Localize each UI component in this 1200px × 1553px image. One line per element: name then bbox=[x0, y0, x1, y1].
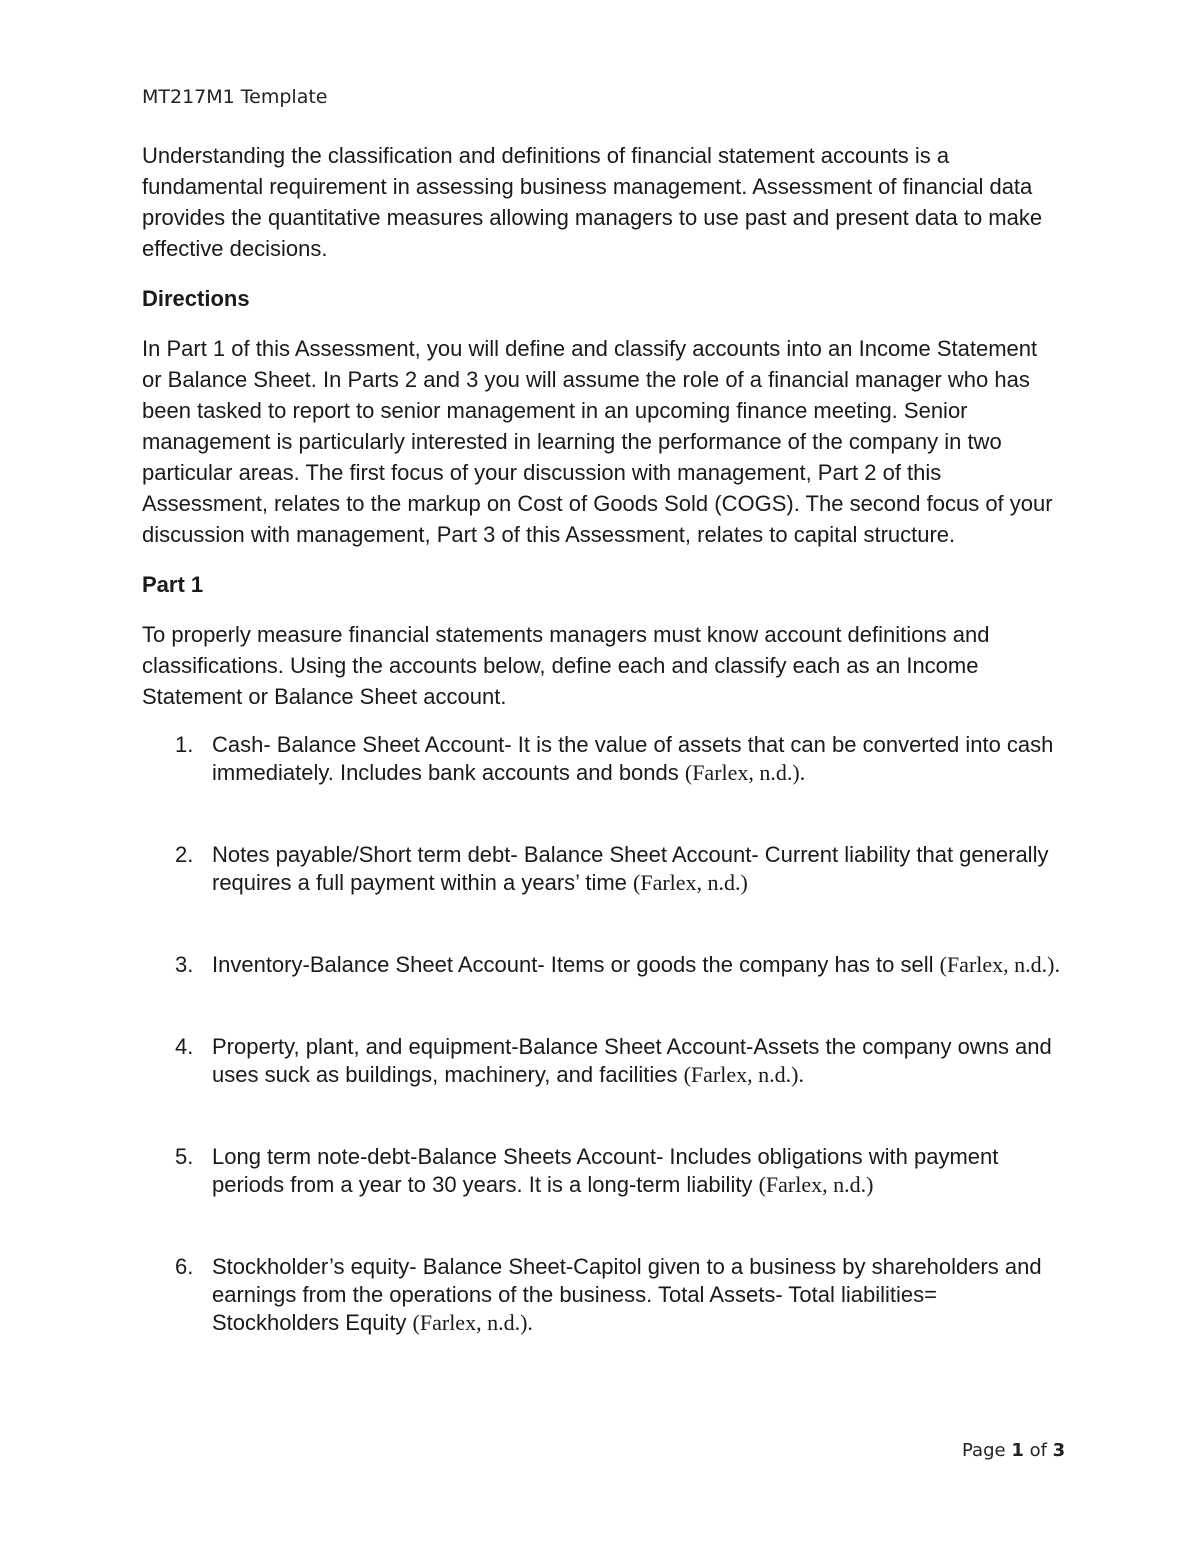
list-item bbox=[142, 951, 1062, 979]
list-item bbox=[142, 841, 1062, 897]
list-item-text: Inventory-Balance Sheet Account- Items or goods the company has to sell bbox=[212, 952, 940, 977]
page-total: 3 bbox=[1052, 1440, 1066, 1461]
document-body bbox=[142, 140, 1062, 1391]
list-item bbox=[142, 1033, 1062, 1089]
list-item-citation: (Farlex, n.d.). bbox=[683, 1062, 804, 1087]
list-item-text: Stockholder’s equity- Balance Sheet-Capitol given to a business by shareholders and earnings from the operations of the business. Total Assets- Total liabilities= Stockholders Equity bbox=[212, 1254, 1042, 1335]
page-prefix: Page bbox=[962, 1440, 1012, 1461]
list-item-number: 4. bbox=[175, 1034, 194, 1059]
list-item-citation: (Farlex, n.d.) bbox=[633, 870, 748, 895]
page-number bbox=[962, 1440, 1065, 1461]
list-item-number: 1. bbox=[175, 732, 194, 757]
accounts-list bbox=[142, 731, 1062, 1337]
part1-paragraph: To properly measure financial statements managers must know account definitions and classifications. Using the accounts below, define each and classify each as an Income Statement or Balance Sheet account. bbox=[142, 622, 990, 709]
page-current: 1 bbox=[1011, 1440, 1024, 1461]
document-header: MT217M1 Template bbox=[142, 86, 328, 108]
list-item-number: 3. bbox=[175, 952, 194, 977]
list-item-text: Notes payable/Short term debt- Balance Sheet Account- Current liability that generally requires a full payment within a years’ time bbox=[212, 842, 1049, 895]
list-item bbox=[142, 731, 1062, 787]
list-item-text: Cash- Balance Sheet Account- It is the value of assets that can be converted into cash immediately. Includes bank accounts and bonds bbox=[212, 732, 1054, 785]
list-item-text: Property, plant, and equipment-Balance Sheet Account-Assets the company owns and uses suck as buildings, machinery, and facilities bbox=[212, 1034, 1052, 1087]
page-separator: of bbox=[1023, 1440, 1053, 1461]
list-item bbox=[142, 1143, 1062, 1199]
list-item-citation: (Farlex, n.d.). bbox=[684, 760, 806, 785]
list-item-citation: (Farlex, n.d.). bbox=[412, 1310, 533, 1335]
list-item-number: 6. bbox=[175, 1254, 194, 1279]
list-item-citation: (Farlex, n.d.). bbox=[939, 952, 1060, 977]
part1-heading: Part 1 bbox=[142, 572, 204, 597]
list-item-citation: (Farlex, n.d.) bbox=[758, 1172, 874, 1197]
intro-paragraph: Understanding the classification and definitions of financial statement accounts is a fundamental requirement in assessing business management. Assessment of financial data provides the quantitative measures allowing managers to use past and present data to make effective decisions. bbox=[142, 143, 1043, 261]
directions-heading: Directions bbox=[142, 286, 250, 311]
directions-paragraph: In Part 1 of this Assessment, you will define and classify accounts into an Income Statement or Balance Sheet. In Parts 2 and 3 you will assume the role of a financial manager who has been tasked to report to senior management in an upcoming finance meeting. Senior management is particularly interested in learning the performance of the company in two particular areas. The first focus of your discussion with management, Part 2 of this Assessment, relates to the markup on Cost of Goods Sold (COGS). The second focus of your discussion with management, Part 3 of this Assessment, relates to capital structure. bbox=[142, 336, 1053, 547]
list-item-number: 5. bbox=[175, 1144, 194, 1169]
list-item-text: Long term note-debt-Balance Sheets Account- Includes obligations with payment periods from a year to 30 years. It is a long-term liability bbox=[212, 1144, 999, 1197]
list-item bbox=[142, 1253, 1062, 1337]
list-item-number: 2. bbox=[175, 842, 194, 867]
